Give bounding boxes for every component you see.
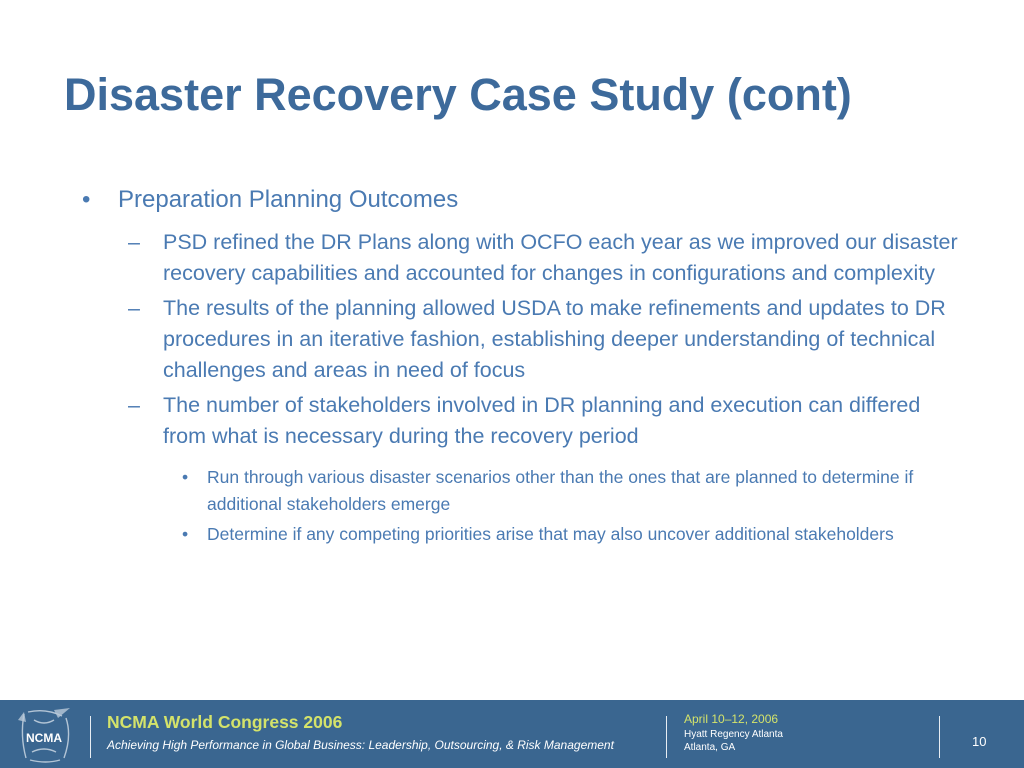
- page-number: 10: [972, 734, 987, 749]
- ncma-logo: [10, 706, 78, 766]
- bullet-marker: •: [82, 186, 91, 213]
- sub-sub-point-text: Determine if any competing priorities arise that may also uncover additional stakeholders: [207, 524, 894, 544]
- slide-content: [0, 184, 1024, 548]
- divider-line: [90, 716, 91, 758]
- bullet-marker: •: [182, 524, 189, 544]
- dash-marker: –: [128, 393, 140, 417]
- event-date: April 10–12, 2006: [684, 712, 779, 726]
- bullet-marker: •: [182, 467, 189, 487]
- sub-point-text: The results of the planning allowed USDA to make refinements and updates to DR procedures in an iterative fashion, establishing deeper understanding of technical challenges and areas in need of focus: [163, 296, 946, 382]
- divider-line: [666, 716, 667, 758]
- sub-sub-point: [182, 464, 927, 518]
- main-bullet: [82, 184, 978, 215]
- dash-marker: –: [128, 230, 140, 254]
- slide-title: Disaster Recovery Case Study (cont): [64, 69, 852, 120]
- event-name: NCMA World Congress 2006: [107, 712, 343, 732]
- sub-sub-point-text: Run through various disaster scenarios other than the ones that are planned to determine if additional stakeholders emerge: [207, 467, 914, 514]
- sub-point-text: The number of stakeholders involved in DR planning and execution can differed from what is necessary during the recovery period: [163, 393, 921, 448]
- event-city: Atlanta, GA: [684, 742, 736, 753]
- event-venue: Hyatt Regency Atlanta: [684, 729, 783, 740]
- sub-point: [128, 390, 963, 452]
- sub-sub-point: [182, 521, 927, 548]
- main-bullet-text: Preparation Planning Outcomes: [118, 186, 459, 213]
- sub-point: [128, 227, 963, 289]
- sub-point-text: PSD refined the DR Plans along with OCFO each year as we improved our disaster recovery capabilities and accounted for changes in configurations and complexity: [163, 230, 958, 285]
- dash-marker: –: [128, 296, 140, 320]
- sub-point: [128, 293, 963, 386]
- event-tagline: Achieving High Performance in Global Business: Leadership, Outsourcing, & Risk Management: [107, 738, 614, 752]
- footer-bar: [0, 700, 1024, 768]
- svg-text:NCMA: NCMA: [26, 731, 62, 745]
- divider-line: [939, 716, 940, 758]
